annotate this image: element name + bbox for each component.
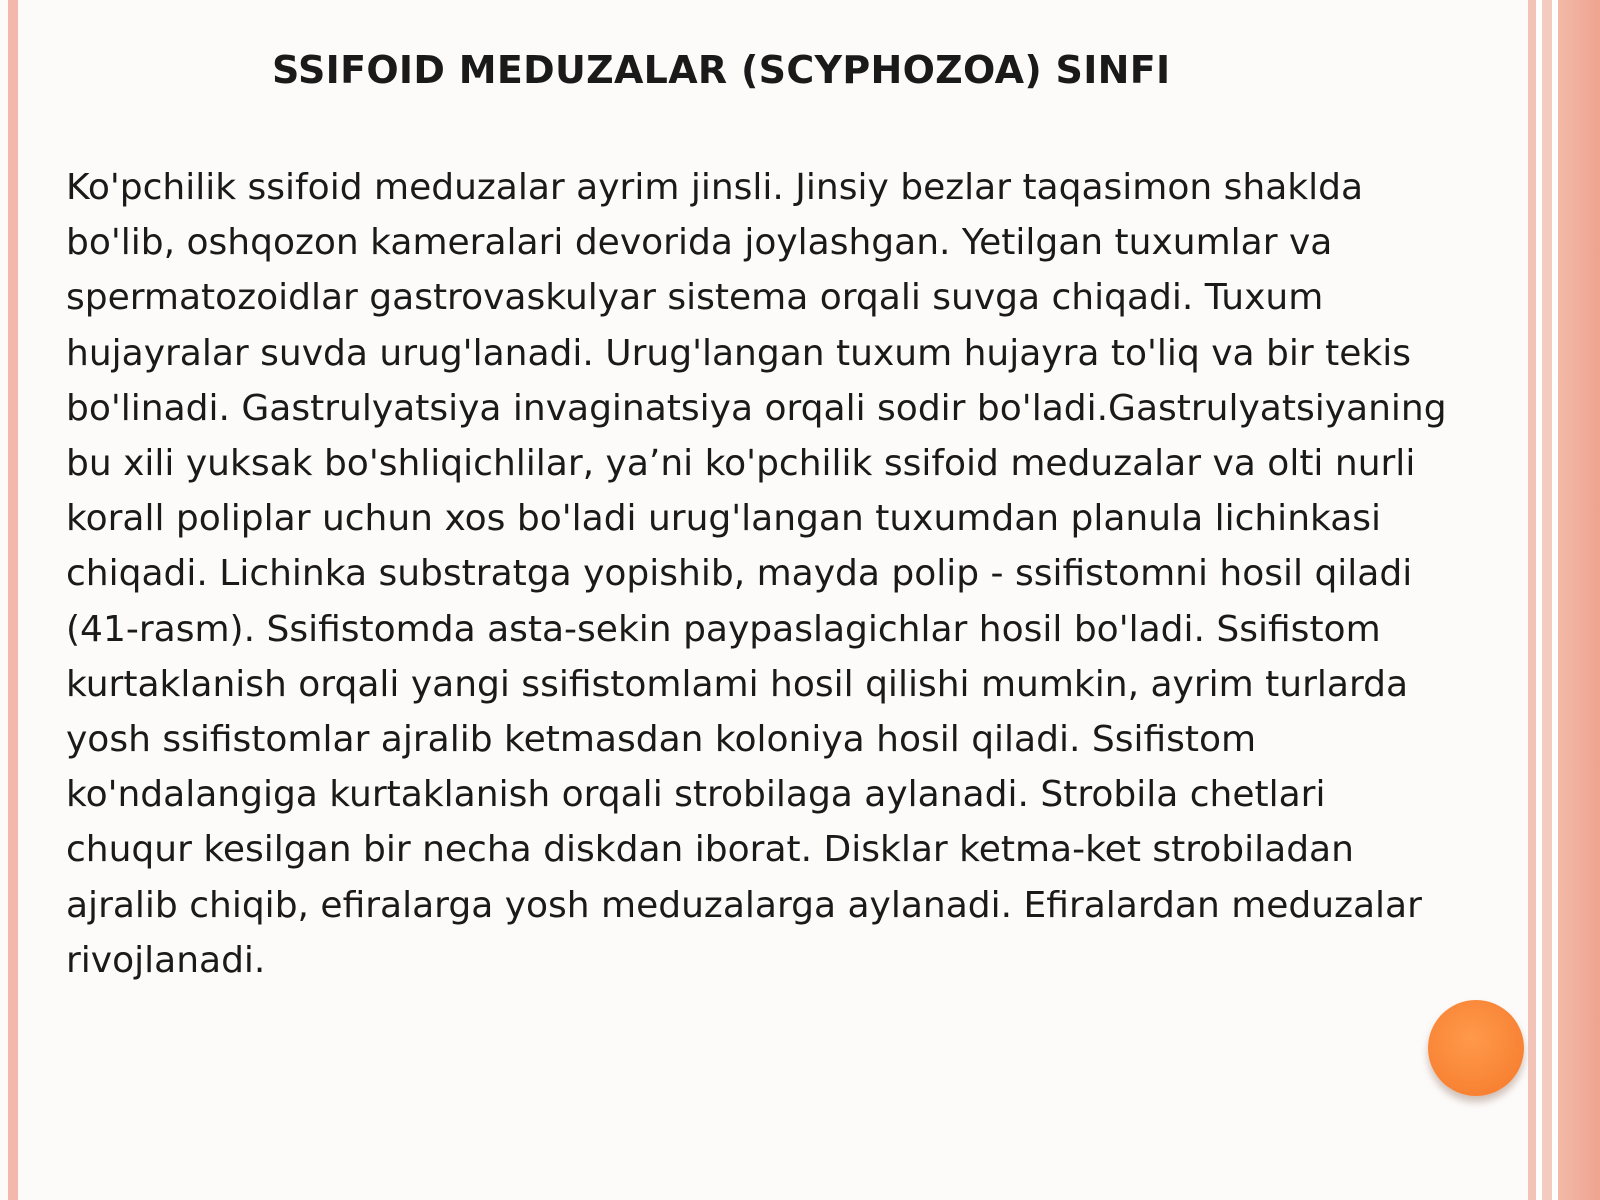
body-line: ajralib chiqib, efiralarga yosh meduzalarga aylanadi. Efiralardan meduzalar bbox=[66, 884, 1422, 926]
body-line: ko'ndalangiga kurtaklanish orqali strobilaga aylanadi. Strobila chetlari bbox=[66, 774, 1326, 816]
right-decorative-band bbox=[1528, 0, 1600, 1200]
body-line: (41-rasm). Ssifistomda asta-sekin paypaslagichlar hosil bo'ladi. Ssifistom bbox=[66, 608, 1381, 650]
body-line: bo'lib, oshqozon kameralari devorida joylashgan. Yetilgan tuxumlar va bbox=[66, 222, 1333, 264]
body-line: chuqur kesilgan bir necha diskdan iborat. Disklar ketma-ket strobiladan bbox=[66, 829, 1354, 871]
band-stripe bbox=[1528, 0, 1536, 1200]
band-stripe bbox=[1542, 0, 1552, 1200]
slide-body-text bbox=[66, 160, 1506, 988]
body-line: Ko'pchilik ssifoid meduzalar ayrim jinsli. Jinsiy bezlar taqasimon shaklda bbox=[66, 167, 1364, 208]
body-line: bu xili yuksak bo'shliqichlilar, ya’ni ko'pchilik ssifoid meduzalar va olti nurli bbox=[66, 443, 1416, 485]
left-border-stripe bbox=[8, 0, 18, 1200]
body-line: rivojlanadi. bbox=[66, 939, 266, 981]
body-line: spermatozoidlar gastrovaskulyar sistema orqali suvga chiqadi. Tuxum bbox=[66, 277, 1324, 319]
slide-title: SSIFOID MEDUZALAR (SCYPHOZOA) SINFI bbox=[272, 48, 1171, 92]
body-line: korall poliplar uchun xos bo'ladi urug'langan tuxumdan planula lichinkasi bbox=[66, 498, 1382, 540]
body-line: bo'linadi. Gastrulyatsiya invaginatsiya orqali sodir bo'ladi.Gastrulyatsiyaning bbox=[66, 387, 1447, 429]
band-stripe bbox=[1558, 0, 1600, 1200]
body-line: hujayralar suvda urug'lanadi. Urug'langan tuxum hujayra to'liq va bir tekis bbox=[66, 332, 1412, 374]
body-line: chiqadi. Lichinka substratga yopishib, mayda polip - ssifistomni hosil qiladi bbox=[66, 553, 1413, 595]
body-line: yosh ssifistomlar ajralib ketmasdan koloniya hosil qiladi. Ssifistom bbox=[66, 719, 1257, 761]
decorative-orange-circle bbox=[1428, 1000, 1524, 1096]
body-line: kurtaklanish orqali yangi ssifistomlami hosil qilishi mumkin, ayrim turlarda bbox=[66, 663, 1409, 705]
